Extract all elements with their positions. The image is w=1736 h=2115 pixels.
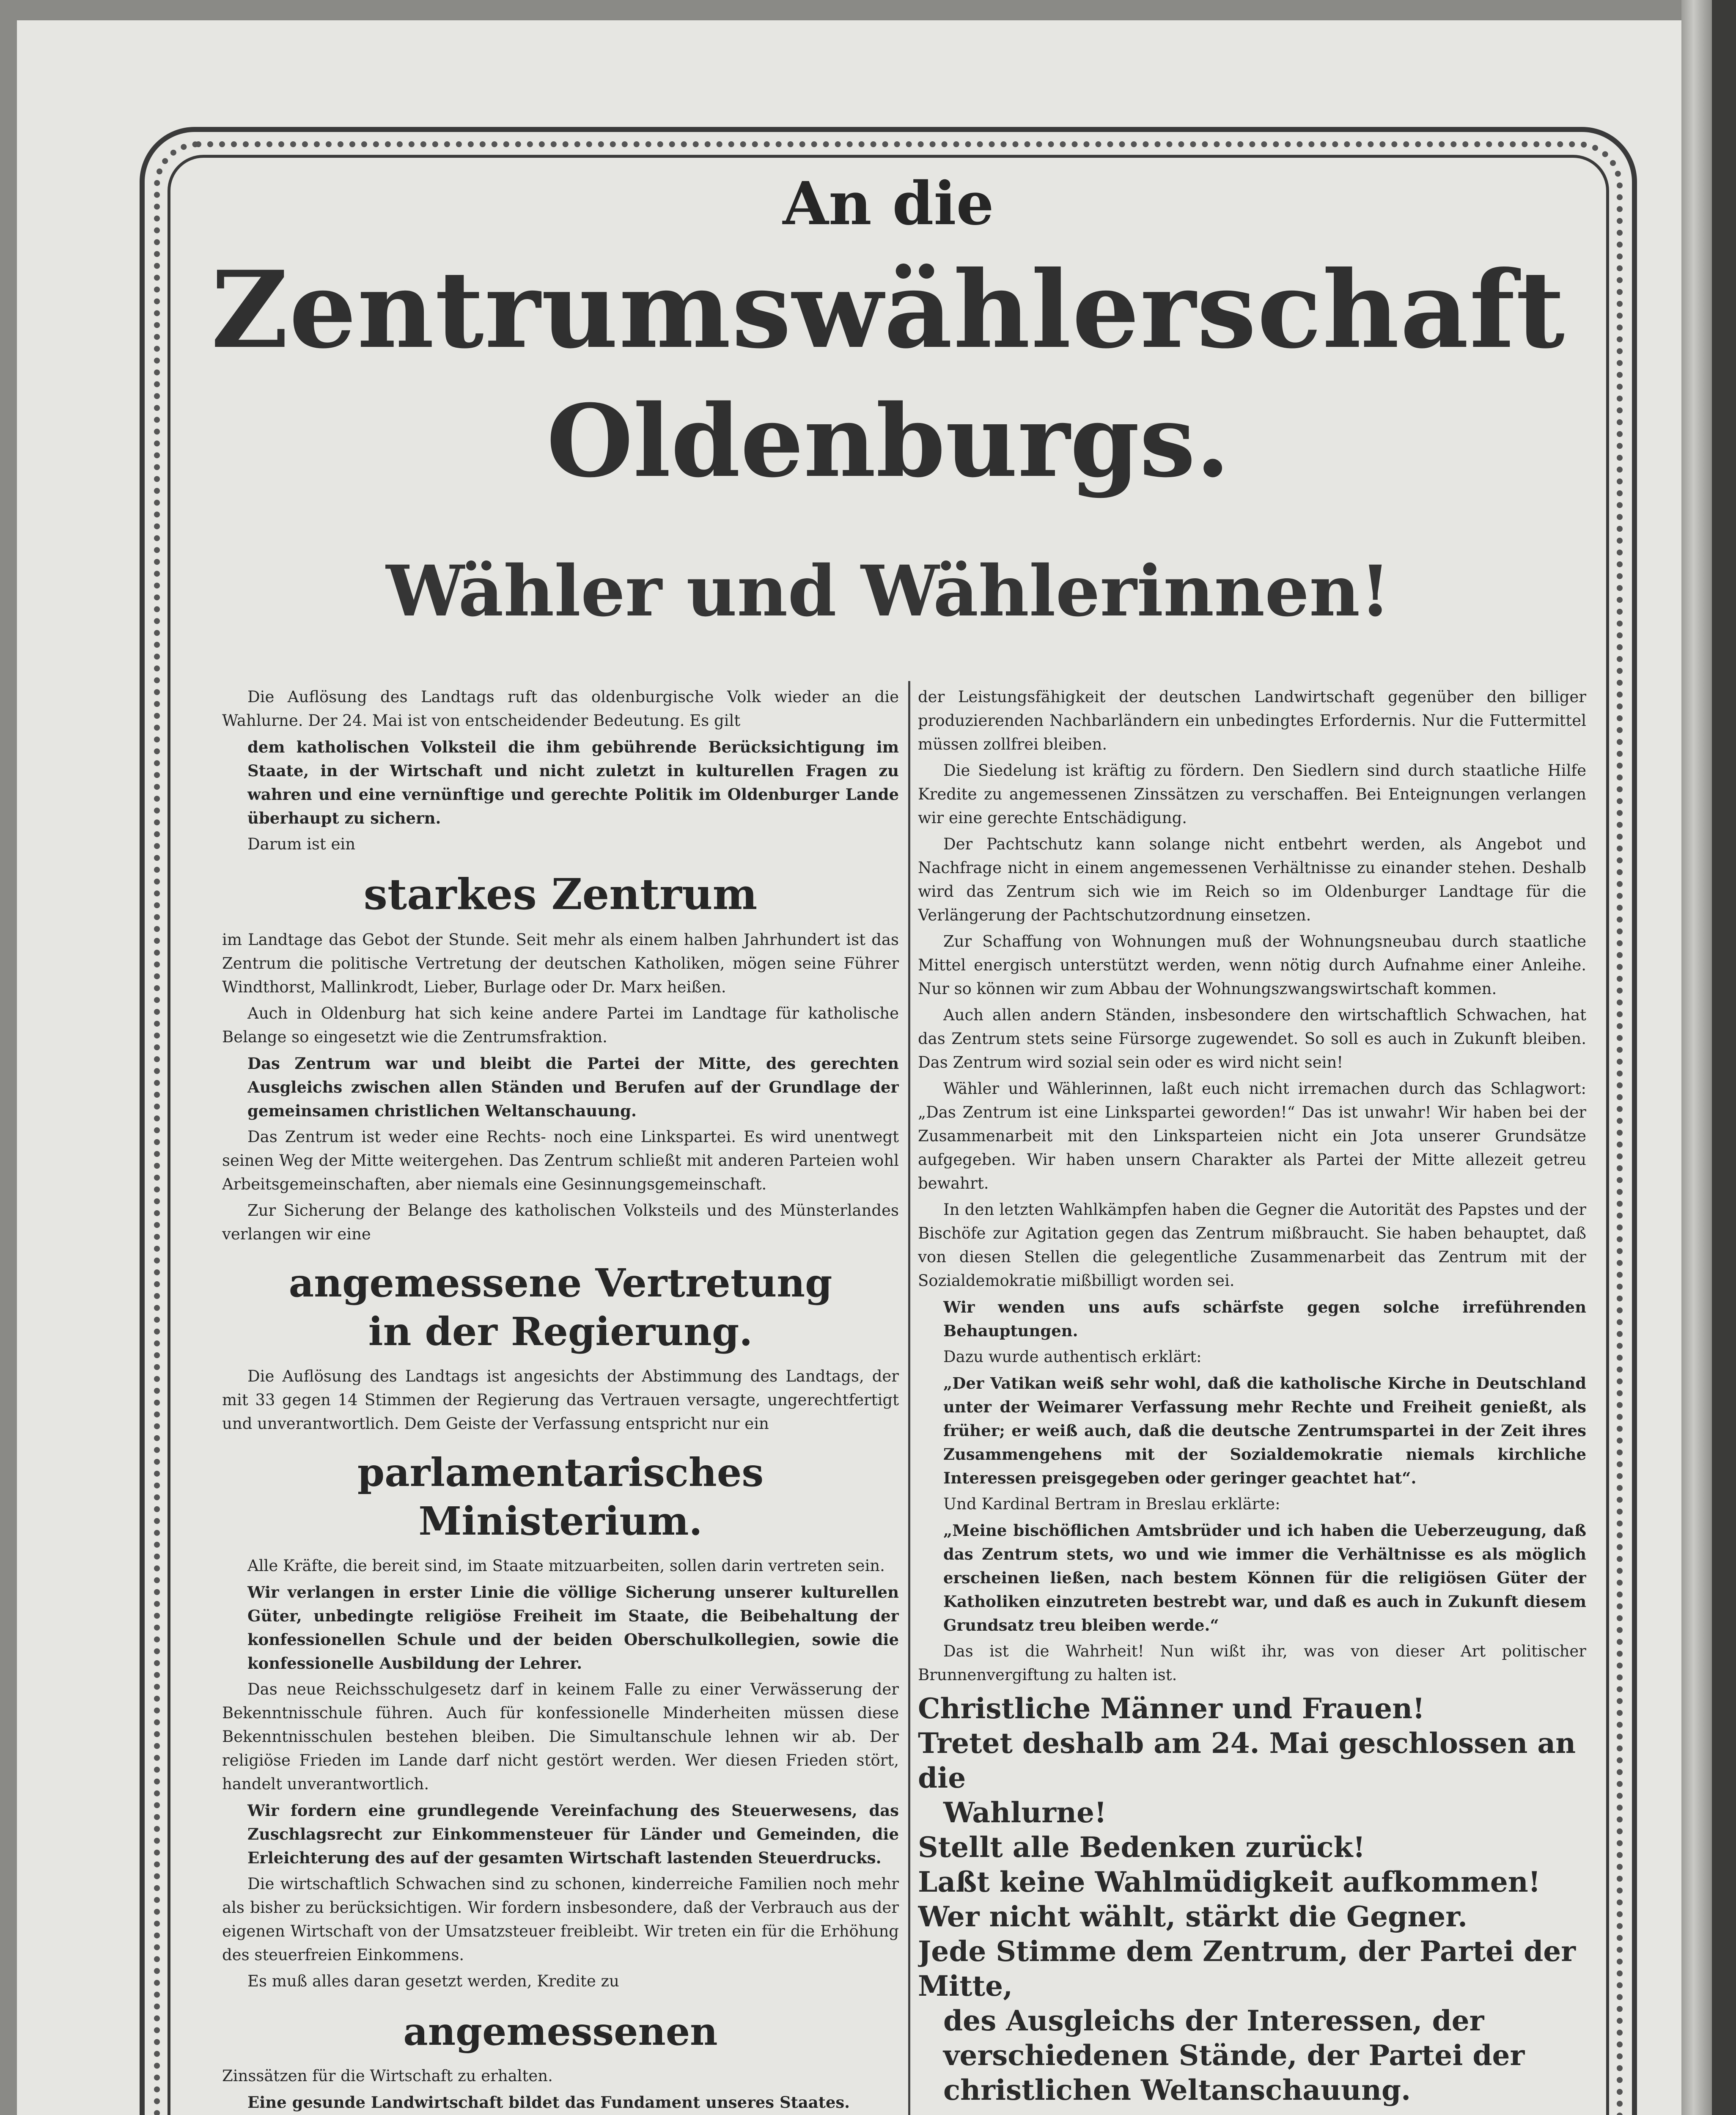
column-divider — [908, 681, 910, 2115]
heading-waehler: Wähler und Wählerinnen! — [386, 550, 1391, 632]
heading-oldenburgs: Oldenburgs. — [546, 383, 1231, 500]
page-edge — [1681, 0, 1712, 2115]
paragraph: Die Auflösung des Landtags ist angesichts der Abstimmung des Landtags, der mit 33 gegen 14 Stimmen der Regierung das Vertrauen versagte, ungerechtfertigt und unverantwortlich. Dem Geiste der Verfassung entspricht nur ein — [222, 1367, 899, 1433]
paragraph: Darum ist ein — [247, 835, 356, 853]
paragraph: In den letzten Wahlkämpfen haben die Gegner die Autorität des Papstes und der Bischöfe zur Agitation gegen das Zentrum mißbraucht. Sie haben behauptet, daß von diesen Stellen die gelegentliche Zusammenarbeit das Zentrum mit der Sozialdemokratie mißbilligt worden sei. — [918, 1200, 1586, 1290]
call-line: Stellt alle Bedenken zurück! — [918, 1831, 1365, 1864]
slogan-starkes-zentrum: starkes Zentrum — [363, 869, 758, 919]
paragraph: Das ist die Wahrheit! Nun wißt ihr, was von dieser Art politischer Brunnenvergiftung zu halten ist. — [918, 1642, 1586, 1684]
paragraph: Eine gesunde Landwirtschaft bildet das Fundament unseres Staates. — [247, 2093, 850, 2112]
paragraph: dem katholischen Volksteil die ihm gebührende Berücksichtigung im Staate, in der Wirtschaft und nicht zuletzt in kulturellen Fragen zu wahren und eine vernünftige und gerechte Politik im Oldenburger Lande überhaupt zu sichern. — [247, 738, 899, 827]
paragraph: Zur Schaffung von Wohnungen muß der Wohnungsneubau durch staatliche Mittel energisch unterstützt werden, wenn nötig durch Aufnahme einer Anleihe. Nur so können wir zum Abbau der Wohnungszwangswirtschaft kommen. — [918, 932, 1586, 998]
left-column — [222, 685, 899, 2115]
quote-bertram: „Meine bischöflichen Amtsbrüder und ich haben die Ueberzeugung, daß das Zentrum stets, wo und wie immer die Verhältnisse es als möglich erscheinen ließen, nach bestem Können für die religiösen Güter der Katholiken einzutreten bestrebt war, und daß es auch in Zukunft diesem Grundsatz treu bleiben werde.“ — [943, 1521, 1586, 1634]
paragraph: Auch in Oldenburg hat sich keine andere Partei im Landtage für katholische Belange so eingesetzt wie die Zentrumsfraktion. — [222, 1004, 899, 1046]
slogan-line: in der Regierung. — [368, 1309, 753, 1354]
slogan-line: angemessene Vertretung — [288, 1260, 832, 1306]
paragraph: Das Zentrum war und bleibt die Partei der Mitte, des gerechten Ausgleichs zwischen allen Ständen und Berufen auf der Grundlage der gemeinsamen christlichen Weltanschauung. — [247, 1054, 899, 1120]
paragraph: Alle Kräfte, die bereit sind, im Staate mitzuarbeiten, sollen darin vertreten sein. — [247, 1557, 885, 1575]
call-to-action — [918, 1691, 1586, 2107]
paragraph: Wähler und Wählerinnen, laßt euch nicht irremachen durch das Schlagwort: „Das Zentrum ist eine Linkspartei geworden!“ Das ist unwahr! Wir haben bei der Zusammenarbeit mit den Linksparteien nicht ein Jota unserer Grundsätze aufgegeben. Wir haben unsern Charakter als Partei der Mitte allezeit getreu bewahrt. — [918, 1079, 1586, 1192]
paragraph: Dazu wurde authentisch erklärt: — [943, 1348, 1202, 1366]
call-line: Christliche Männer und Frauen! — [918, 1692, 1425, 1725]
slogan-line: Ministerium. — [418, 1498, 703, 1544]
paragraph: Der Pachtschutz kann solange nicht entbehrt werden, als Angebot und Nachfrage nicht in einem angemessenen Verhältnisse zu einander stehen. Deshalb wird das Zentrum sich wie im Reich so im Oldenburger Landtage für die Verlängerung der Pachtschutzordnung einsetzen. — [918, 835, 1586, 924]
call-line: Laßt keine Wahlmüdigkeit aufkommen! — [918, 1865, 1541, 1898]
paragraph: Wir verlangen in erster Linie die völlige Sicherung unserer kulturellen Güter, unbedingte religiöse Freiheit im Staate, die Beibehaltung der konfessionellen Schule und der beiden Oberschulkollegien, sowie die konfessionelle Ausbildung der Lehrer. — [247, 1583, 899, 1673]
paragraph: Das neue Reichsschulgesetz darf in keinem Falle zu einer Verwässerung der Bekenntnisschule führen. Auch für konfessionelle Minderheiten müssen diese Bekenntnisschulen bestehen bleiben. Die Simultanschule lehnen wir ab. Der religiöse Frieden im Lande darf nicht gestört werden. Wer diesen Frieden stört, handelt unverantwortlich. — [222, 1680, 899, 1793]
slogan-angemessene-vertretung — [222, 1259, 899, 1356]
call-line: Wahlurne! — [943, 1796, 1107, 1829]
paragraph: Und Kardinal Bertram in Breslau erklärte: — [943, 1495, 1280, 1513]
slogan-line: parlamentarisches — [357, 1450, 764, 1495]
paragraph: Auch allen andern Ständen, insbesondere den wirtschaftlich Schwachen, hat das Zentrum stets seine Fürsorge zugewendet. So soll es auch in Zukunft bleiben. Das Zentrum wird sozial sein oder es wird nicht sein! — [918, 1006, 1586, 1071]
paragraph: Zinssätzen für die Wirtschaft zu erhalten. — [222, 2067, 553, 2085]
heading-zentrumswaehlerschaft: Zentrumswählerschaft — [211, 247, 1566, 372]
slogan-parlamentarisches-ministerium — [222, 1448, 899, 1546]
paragraph: Es muß alles daran gesetzt werden, Kredite zu — [247, 1972, 619, 1990]
paragraph: Wir wenden uns aufs schärfste gegen solche irreführenden Behauptungen. — [943, 1298, 1586, 1340]
paragraph: der Leistungsfähigkeit der deutschen Landwirtschaft gegenüber den billiger produzierenden Nachbarländern ein unbedingtes Erfordernis. Nur die Futtermittel müssen zollfrei bleiben. — [918, 688, 1586, 753]
paragraph: im Landtage das Gebot der Stunde. Seit mehr als einem halben Jahrhundert ist das Zentrum die politische Vertretung der deutschen Katholiken, mögen seine Führer Windthorst, Mallinkrodt, Lieber, Burlage oder Dr. Marx heißen. — [222, 931, 899, 996]
call-line: Jede Stimme dem Zentrum, der Partei der Mitte, — [918, 1935, 1576, 2002]
quote-vatikan: „Der Vatikan weiß sehr wohl, daß die katholische Kirche in Deutschland unter der Weimarer Verfassung mehr Rechte und Freiheit genießt, als früher; er weiß auch, daß die deutsche Zentrumspartei in der Zeit ihres Zusammengehens mit der Sozialdemokratie niemals kirchliche Interessen preisgegeben oder geringer geachtet hat“. — [943, 1374, 1586, 1487]
paragraph: Wir fordern eine grundlegende Vereinfachung des Steuerwesens, das Zuschlagsrecht zur Einkommensteuer für Länder und Gemeinden, die Erleichterung des auf der gesamten Wirtschaft lastenden Steuerdrucks. — [247, 1801, 899, 1867]
right-column — [918, 685, 1586, 2115]
scan-background — [1712, 0, 1736, 2115]
paragraph: Das Zentrum ist weder eine Rechts- noch eine Linkspartei. Es wird unentwegt seinen Weg der Mitte weitergehen. Das Zentrum schließt mit anderen Parteien wohl Arbeitsgemeinschaften, aber niemals eine Gesinnungsgemeinschaft. — [222, 1128, 899, 1193]
paragraph: Die Siedelung ist kräftig zu fördern. Den Siedlern sind durch staatliche Hilfe Kredite zu angemessenen Zinssätzen zu verschaffen. Bei Enteignungen verlangen wir eine gerechte Entschädigung. — [918, 761, 1586, 827]
call-line: des Ausgleichs der Interessen, der verschiedenen Stände, der Partei der christlichen Weltanschauung. — [943, 2004, 1525, 2107]
paragraph: Die wirtschaftlich Schwachen sind zu schonen, kinderreiche Familien noch mehr als bisher zu berücksichtigen. Wir fordern insbesondere, daß der Verbrauch aus der eigenen Wirtschaft von der Umsatzsteuer freibleibt. Wir treten ein für die Erhöhung des steuerfreien Einkommens. — [222, 1875, 899, 1964]
call-line: Wer nicht wählt, stärkt die Gegner. — [918, 1900, 1467, 1933]
heading-an-die: An die — [783, 169, 994, 239]
call-line: Tretet deshalb am 24. Mai geschlossen an die — [918, 1727, 1576, 1794]
slogan-angemessenen: angemessenen — [403, 2009, 718, 2054]
paragraph: Die Auflösung des Landtags ruft das oldenburgische Volk wieder an die Wahlurne. Der 24. Mai ist von entscheidender Bedeutung. Es gilt — [222, 688, 899, 730]
paragraph: Zur Sicherung der Belange des katholischen Volksteils und des Münsterlandes verlangen wir eine — [222, 1201, 899, 1243]
